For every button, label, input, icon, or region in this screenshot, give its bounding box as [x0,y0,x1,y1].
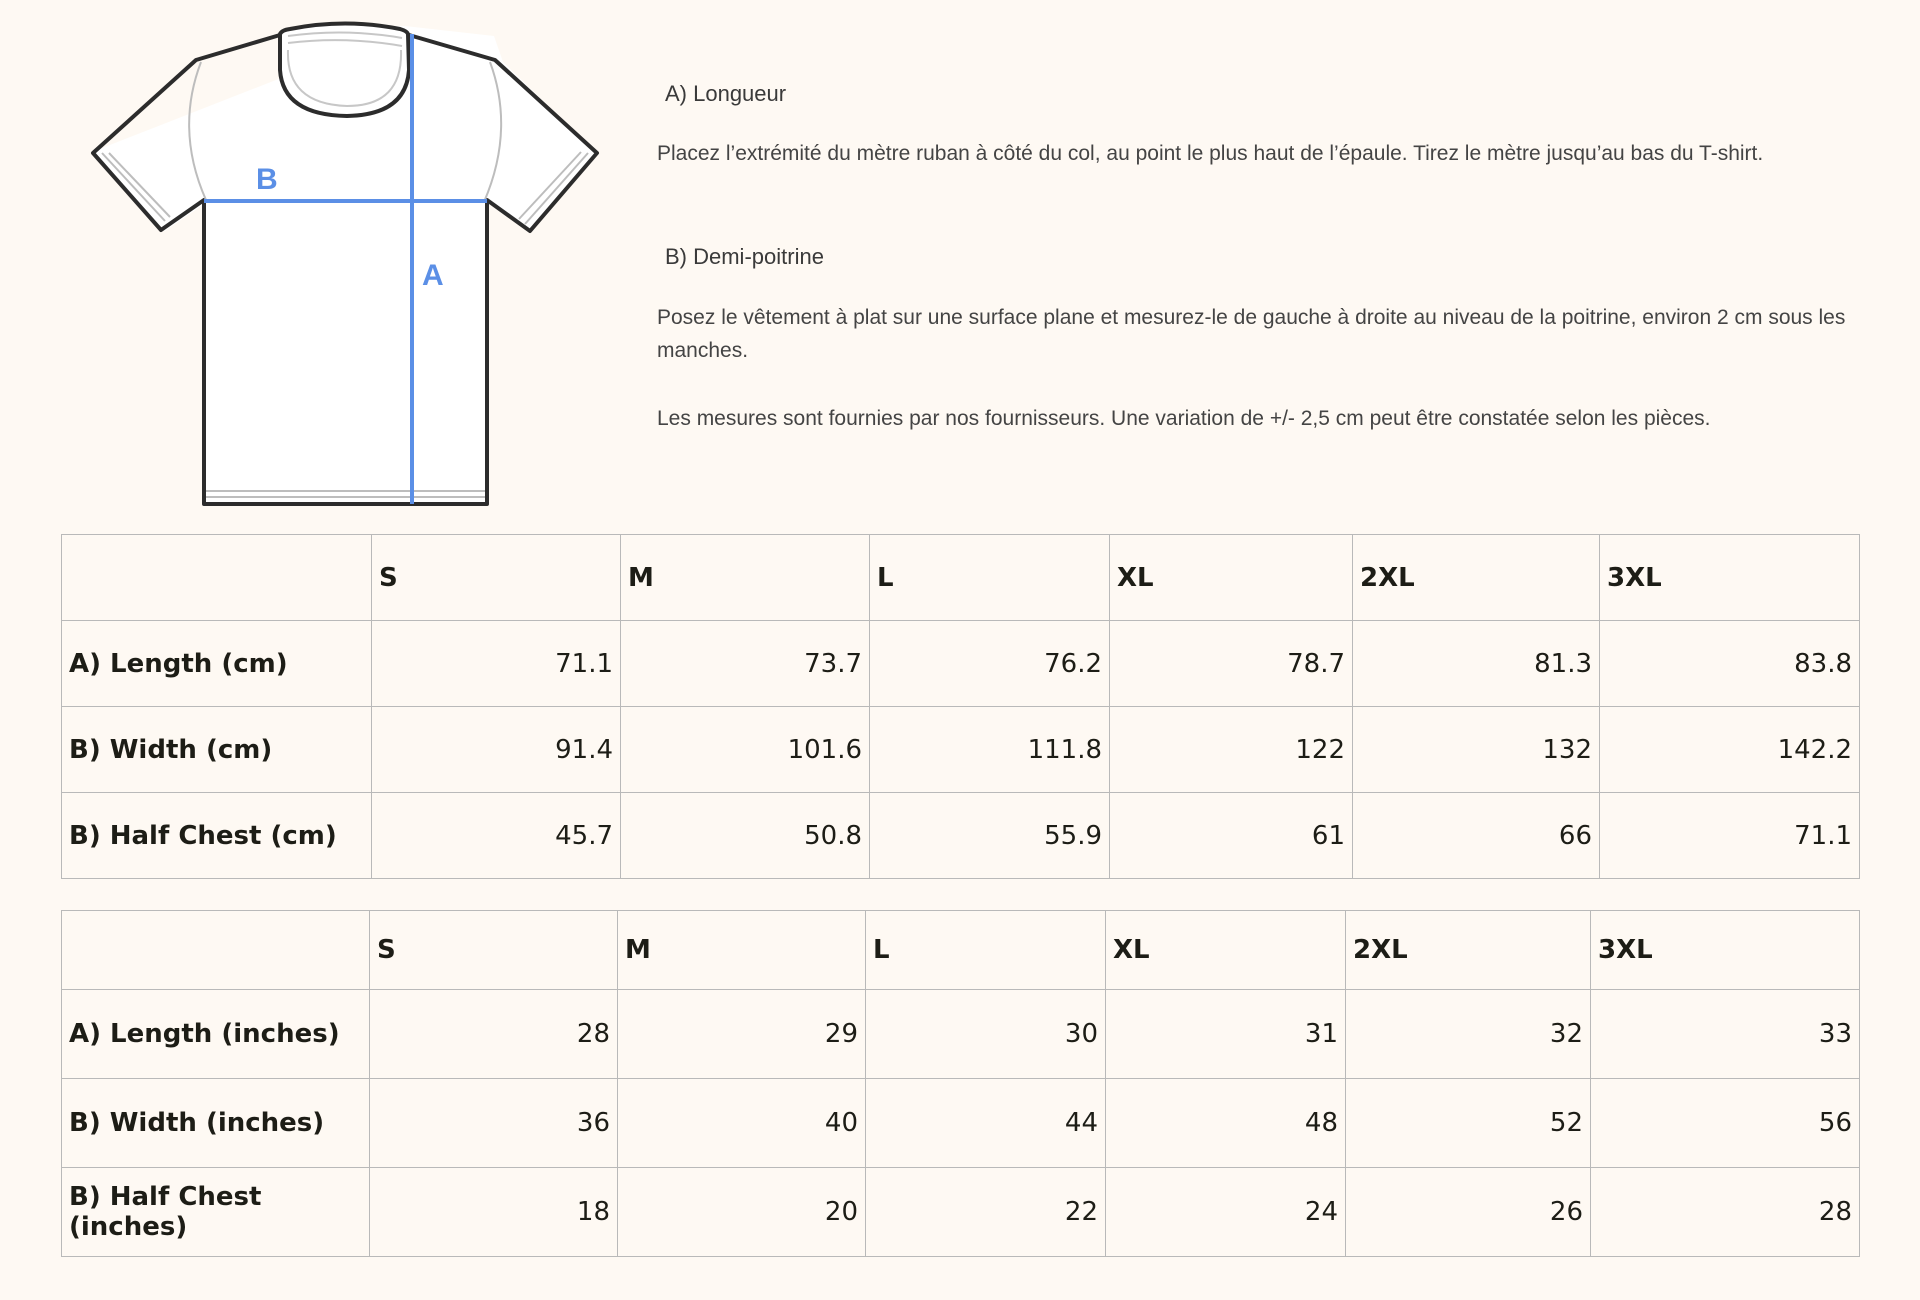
table-cell: 44 [866,1079,1106,1168]
label-a: A [422,259,444,292]
row-label: A) Length (cm) [62,621,372,707]
table-cell: 71.1 [1600,793,1860,879]
table-cell: 78.7 [1110,621,1353,707]
table-cell: 45.7 [372,793,621,879]
row-label: A) Length (inches) [62,990,370,1079]
size-header: S [372,535,621,621]
tshirt-illustration [85,20,605,510]
table-cell: 142.2 [1600,707,1860,793]
size-table-cm [61,534,1860,879]
header-empty-cell [62,911,370,990]
table-cell: 73.7 [621,621,870,707]
table-cell: 55.9 [870,793,1110,879]
table-cell: 122 [1110,707,1353,793]
table-cell: 71.1 [372,621,621,707]
table-row [62,1168,1860,1257]
table-header-row [62,911,1860,990]
chest-instructions: Posez le vêtement à plat sur une surface plane et mesurez-le de gauche à droite au niveau de la poitrine, environ 2 cm sous les manches. [657,306,1846,362]
table-cell: 81.3 [1353,621,1600,707]
table-cell: 66 [1353,793,1600,879]
variation-note: Les mesures sont fournies par nos fournisseurs. Une variation de +/- 2,5 cm peut être constatée selon les pièces. [657,407,1711,430]
size-header: 3XL [1591,911,1860,990]
length-instructions: Placez l’extrémité du mètre ruban à côté du col, au point le plus haut de l’épaule. Tirez le mètre jusqu’au bas du T-shirt. [657,142,1764,165]
size-header: S [370,911,618,990]
table-cell: 50.8 [621,793,870,879]
table-row [62,1079,1860,1168]
size-header: 3XL [1600,535,1860,621]
size-header: L [866,911,1106,990]
row-label: B) Width (inches) [62,1079,370,1168]
table-row [62,621,1860,707]
table-cell: 91.4 [372,707,621,793]
table-header-row [62,535,1860,621]
table-cell: 32 [1346,990,1591,1079]
size-header: L [870,535,1110,621]
table-row [62,990,1860,1079]
table-cell: 26 [1346,1168,1591,1257]
row-label: B) Half Chest (inches) [62,1168,370,1257]
header-empty-cell [62,535,372,621]
table-cell: 76.2 [870,621,1110,707]
table-cell: 36 [370,1079,618,1168]
size-table-inches [61,910,1860,1257]
size-header: 2XL [1346,911,1591,990]
table-cell: 132 [1353,707,1600,793]
table-cell: 48 [1106,1079,1346,1168]
table-cell: 40 [618,1079,866,1168]
size-header: 2XL [1353,535,1600,621]
size-header: XL [1110,535,1353,621]
table-cell: 61 [1110,793,1353,879]
table-cell: 28 [370,990,618,1079]
chest-heading: B) Demi-poitrine [665,244,824,269]
table-cell: 28 [1591,1168,1860,1257]
table-cell: 83.8 [1600,621,1860,707]
size-header: M [621,535,870,621]
size-header: XL [1106,911,1346,990]
table-cell: 18 [370,1168,618,1257]
table-cell: 33 [1591,990,1860,1079]
table-cell: 20 [618,1168,866,1257]
length-heading: A) Longueur [665,81,787,106]
label-b: B [256,163,278,196]
collar-outline [280,24,409,117]
size-header: M [618,911,866,990]
table-row [62,707,1860,793]
table-cell: 30 [866,990,1106,1079]
table-cell: 52 [1346,1079,1591,1168]
tshirt-diagram [85,20,605,510]
table-cell: 101.6 [621,707,870,793]
table-cell: 56 [1591,1079,1860,1168]
table-cell: 31 [1106,990,1346,1079]
table-cell: 111.8 [870,707,1110,793]
row-label: B) Width (cm) [62,707,372,793]
row-label: B) Half Chest (cm) [62,793,372,879]
table-cell: 22 [866,1168,1106,1257]
table-cell: 29 [618,990,866,1079]
table-cell: 24 [1106,1168,1346,1257]
table-row [62,793,1860,879]
